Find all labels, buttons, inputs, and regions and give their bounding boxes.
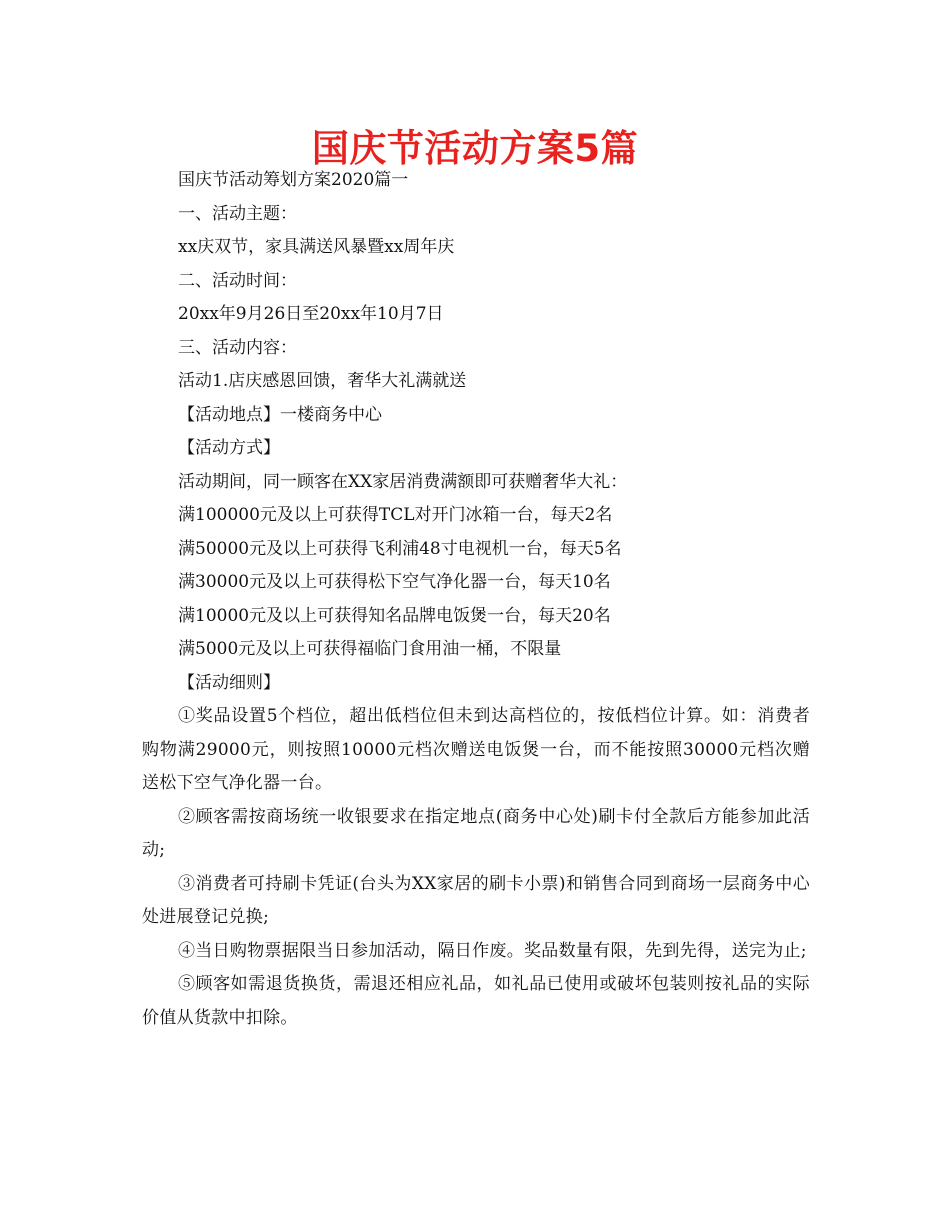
prize-tier-4: 满10000元及以上可获得知名品牌电饭煲一台，每天20名 <box>178 605 611 626</box>
section-heading: 国庆节活动筹划方案2020篇一 <box>178 170 409 190</box>
activity-1-title: 活动1.店庆感恩回馈，奢华大礼满就送 <box>178 371 467 391</box>
prize-tier-2: 满50000元及以上可获得飞利浦48寸电视机一台，每天5名 <box>178 538 622 559</box>
content-heading: 三、活动内容： <box>178 337 297 358</box>
prize-tier-3: 满30000元及以上可获得松下空气净化器一台，每天10名 <box>178 572 611 592</box>
time-text: 20xx年9月26日至20xx年10月7日 <box>178 304 444 324</box>
rule-paragraph-5: ⑤顾客如需退货换货，需退还相应礼品，如礼品已使用或破坏包装则按礼品的实际价值从货款中扣除。 <box>142 974 810 1028</box>
document-title: 国庆节活动方案5篇 <box>311 127 639 170</box>
activity-method-text: 活动期间，同一顾客在XX家居消费满额即可获赠奢华大礼： <box>178 471 628 492</box>
rules-heading: 【活动细则】 <box>178 672 280 693</box>
prize-tier-1: 满100000元及以上可获得TCL对开门冰箱一台，每天2名 <box>178 505 613 525</box>
prize-tier-5: 满5000元及以上可获得福临门食用油一桶，不限量 <box>178 639 562 659</box>
activity-location: 【活动地点】一楼商务中心 <box>178 404 382 425</box>
document-body <box>142 164 810 1035</box>
time-heading: 二、活动时间： <box>178 270 297 291</box>
rule-paragraph-3: ③消费者可持刷卡凭证(台头为XX家居的刷卡小票)和销售合同到商场一层商务中心处进展登记兑换; <box>142 873 810 927</box>
rule-paragraph-1: ①奖品设置5个档位，超出低档位但未到达高档位的，按低档位计算。如：消费者购物满29000元，则按照10000元档次赠送电饭煲一台，而不能按照30000元档次赠送松下空气净化器一台。 <box>142 706 810 793</box>
theme-text: xx庆双节，家具满送风暴暨xx周年庆 <box>178 237 455 257</box>
activity-method-heading: 【活动方式】 <box>178 438 280 458</box>
rule-paragraph-2: ②顾客需按商场统一收银要求在指定地点(商务中心处)刷卡付全款后方能参加此活动; <box>142 806 810 860</box>
theme-heading: 一、活动主题： <box>178 203 297 224</box>
rule-paragraph-4: ④当日购物票据限当日参加活动，隔日作废。奖品数量有限，先到先得，送完为止; <box>178 940 807 961</box>
